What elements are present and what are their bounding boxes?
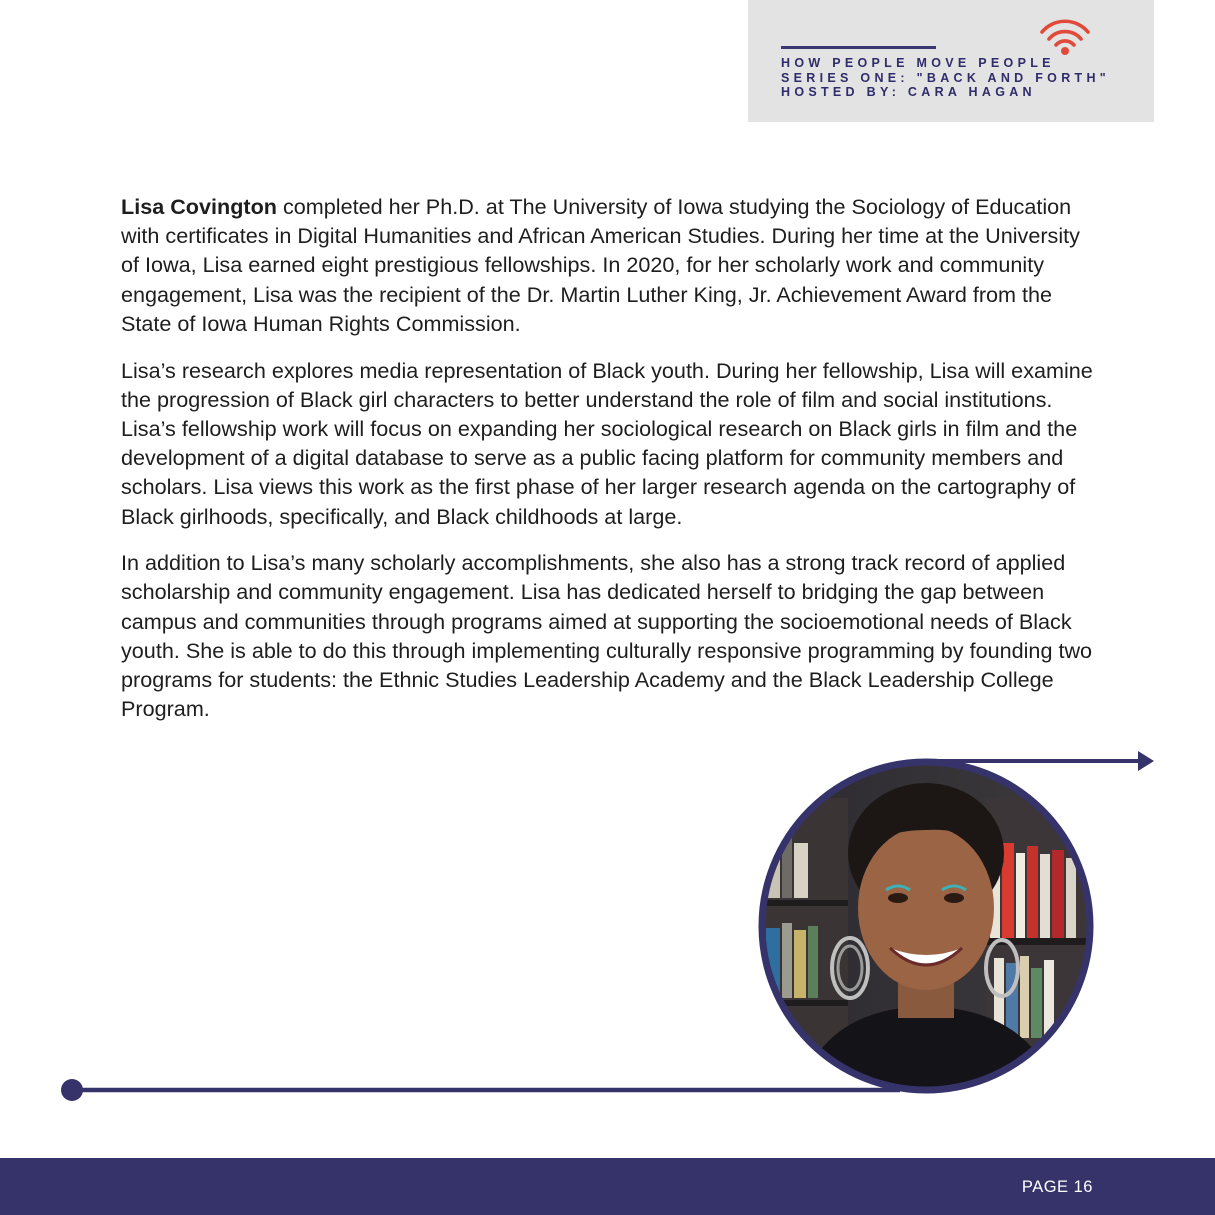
bio-paragraph-1-text: completed her Ph.D. at The University of Iowa studying the Sociology of Education with certificates in Digital Humanities and African American Studies. During her time at the University of Iowa, Lisa earned eight prestigious fellowships. In 2020, for her scholarly work and community engagement, Lisa was the recipient of the Dr. Martin Luther King, Jr. Achievement Award from the State of Iowa Human Rights Commission.	[121, 194, 1080, 336]
bio-paragraph-2: Lisa’s research explores media representation of Black youth. During her fellowship, Lisa will examine the progression of Black girl characters to better understand the role of film and social institutions. Lisa’s fellowship work will focus on expanding her sociological research on Black girls in film and the development of a digital database to serve as a public facing platform for community members and scholars. Lisa views this work as the first phase of her larger research agenda on the cartography of Black girlhoods, specifically, and Black childhoods at large.	[121, 357, 1093, 529]
series-title: HOW PEOPLE MOVE PEOPLE	[781, 56, 1055, 70]
bio-paragraph-3: In addition to Lisa’s many scholarly accomplishments, she also has a strong track record of applied scholarship and community engagement. Lisa has dedicated herself to bridging the gap between campus and communities through programs aimed at supporting the socioemotional needs of Black youth. She is able to do this through implementing culturally responsive programming by founding two programs for students: the Ethnic Studies Leadership Academy and the Black Leadership College Program.	[121, 550, 1093, 722]
series-host: HOSTED BY: CARA HAGAN	[781, 85, 1036, 99]
page-number: PAGE 16	[1021, 1178, 1093, 1196]
arrow-right-icon	[1138, 751, 1154, 771]
page-footer	[0, 1158, 1215, 1215]
series-subtitle: SERIES ONE: "BACK AND FORTH"	[781, 70, 1111, 85]
line-dot-icon	[61, 1079, 83, 1101]
bio-name: Lisa Covington	[121, 194, 277, 219]
portrait-photo	[758, 758, 1094, 1094]
